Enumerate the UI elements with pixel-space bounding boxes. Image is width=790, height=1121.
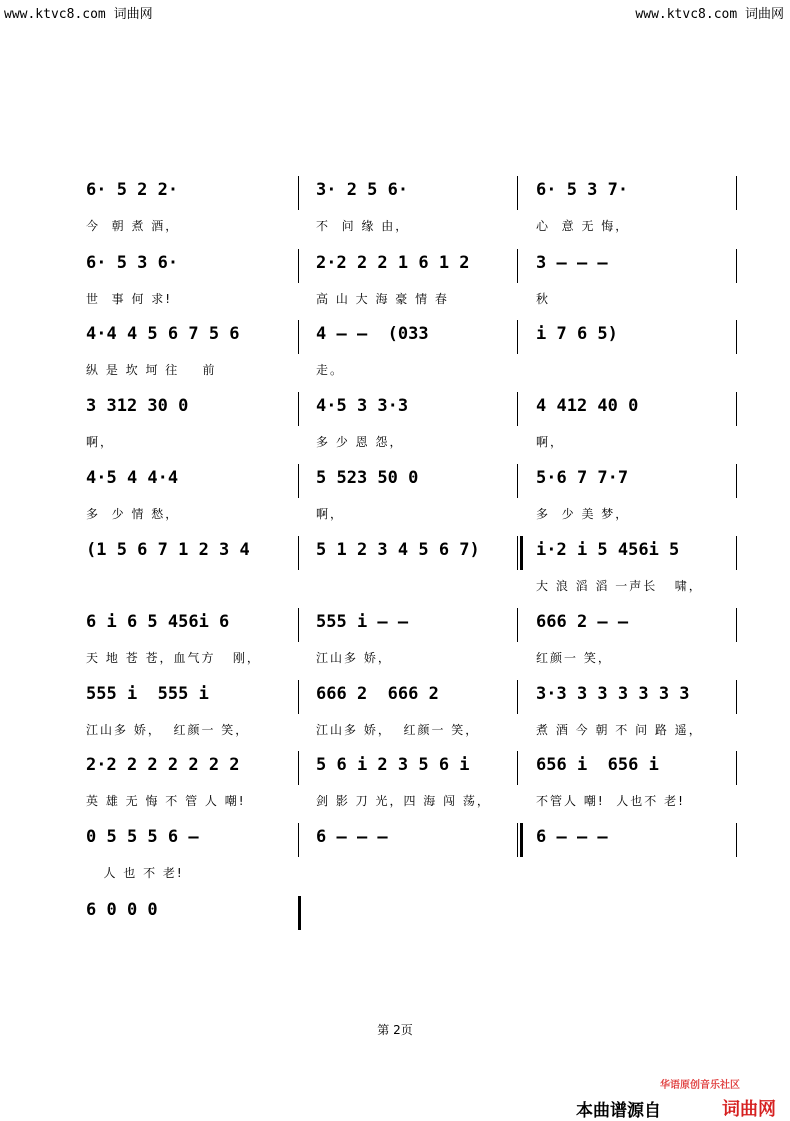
- measure-lyrics: 红颜一 笑，: [536, 651, 612, 665]
- measure-lyrics: 江山多 娇， 红颜一 笑，: [316, 723, 480, 737]
- bar-line: [298, 536, 299, 570]
- measure-notes: 5 523 50 0: [316, 468, 419, 488]
- measure-lyrics: 世 事 何 求!: [86, 292, 173, 306]
- measure-lyrics: 啊，: [86, 435, 115, 449]
- bar-line: [298, 392, 299, 426]
- measure-lyrics: 大 浪 滔 滔 一声长 啸，: [536, 579, 703, 593]
- measure-notes: 3 312 30 0: [86, 396, 189, 416]
- bar-line: [736, 320, 737, 354]
- measure-notes: 3 – – –: [536, 253, 608, 273]
- bar-line: [736, 536, 737, 570]
- measure-notes: 666 2 666 2: [316, 684, 439, 704]
- bar-line: [298, 680, 299, 714]
- repeat-start-bar: [520, 536, 523, 570]
- measure-notes: 5 6 i 2 3 5 6 i: [316, 755, 470, 775]
- measure-lyrics: 啊，: [536, 435, 565, 449]
- bar-line: [736, 464, 737, 498]
- measure-lyrics: 剑 影 刀 光，四 海 闯 荡，: [316, 794, 491, 808]
- measure-notes: 6· 5 3 7·: [536, 180, 629, 200]
- measure-lyrics: 今 朝 煮 酒，: [86, 219, 180, 233]
- bar-line: [298, 751, 299, 785]
- measure-notes: 4 412 40 0: [536, 396, 639, 416]
- bar-line: [517, 680, 518, 714]
- bar-line: [517, 320, 518, 354]
- measure-lyrics: 多 少 美 梦，: [536, 507, 630, 521]
- measure-lyrics: 啊，: [316, 507, 345, 521]
- measure-lyrics: 走。: [316, 363, 345, 377]
- bar-line: [298, 823, 299, 857]
- bar-line: [736, 176, 737, 210]
- bar-line: [517, 464, 518, 498]
- measure-notes: 6 – – –: [316, 827, 388, 847]
- measure-lyrics: 人 也 不 老!: [86, 866, 184, 880]
- bar-line: [736, 823, 737, 857]
- bar-line: [517, 176, 518, 210]
- brand-logo: 词曲网: [722, 1099, 776, 1120]
- bar-line: [298, 176, 299, 210]
- measure-notes: 0 5 5 5 6 –: [86, 827, 199, 847]
- measure-notes: 555 i 555 i: [86, 684, 209, 704]
- bar-line: [736, 608, 737, 642]
- header-site-left: www.ktvc8.com 词曲网: [4, 7, 153, 22]
- measure-notes: 666 2 – –: [536, 612, 629, 632]
- measure-lyrics: 不 问 缘 由，: [316, 219, 410, 233]
- bar-line: [517, 751, 518, 785]
- measure-notes: 4·4 4 5 6 7 5 6: [86, 324, 240, 344]
- measure-notes: 6· 5 3 6·: [86, 253, 179, 273]
- bar-line: [517, 536, 518, 570]
- measure-notes: 4·5 4 4·4: [86, 468, 179, 488]
- bar-line: [736, 392, 737, 426]
- measure-lyrics: 多 少 恩 怨，: [316, 435, 404, 449]
- measure-notes: 6· 5 2 2·: [86, 180, 179, 200]
- final-bar: [298, 896, 301, 930]
- measure-notes: 555 i – –: [316, 612, 409, 632]
- measure-lyrics: 多 少 情 愁，: [86, 507, 180, 521]
- source-label: 本曲谱源自: [576, 1101, 661, 1121]
- bar-line: [298, 464, 299, 498]
- repeat-end-bar: [520, 823, 523, 857]
- header-site-right: www.ktvc8.com 词曲网: [635, 7, 784, 22]
- bar-line: [736, 751, 737, 785]
- measure-notes: i·2 i 5 456i 5: [536, 540, 680, 560]
- measure-lyrics: 秋: [536, 292, 551, 306]
- measure-lyrics: 纵 是 坎 坷 往 前: [86, 363, 217, 377]
- measure-lyrics: 煮 酒 今 朝 不 问 路 遥，: [536, 723, 703, 737]
- measure-notes: 2·2 2 2 1 6 1 2: [316, 253, 470, 273]
- bar-line: [517, 823, 518, 857]
- measure-notes: 4 – – (033: [316, 324, 429, 344]
- bar-line: [517, 608, 518, 642]
- measure-lyrics: 天 地 苍 苍，血气方 刚，: [86, 651, 261, 665]
- measure-notes: (1 5 6 7 1 2 3 4: [86, 540, 250, 560]
- measure-notes: 6 0 0 0: [86, 900, 158, 920]
- bar-line: [298, 608, 299, 642]
- measure-notes: 6 – – –: [536, 827, 608, 847]
- bar-line: [736, 680, 737, 714]
- measure-notes: 3·3 3 3 3 3 3 3: [536, 684, 690, 704]
- measure-notes: 656 i 656 i: [536, 755, 659, 775]
- measure-notes: 4·5 3 3·3: [316, 396, 409, 416]
- bar-line: [298, 249, 299, 283]
- bar-line: [517, 249, 518, 283]
- measure-lyrics: 江山多 娇， 红颜一 笑，: [86, 723, 250, 737]
- page-number: 第 2页: [377, 1023, 413, 1037]
- measure-notes: i 7 6 5): [536, 324, 618, 344]
- measure-notes: 3· 2 5 6·: [316, 180, 409, 200]
- measure-lyrics: 心 意 无 悔，: [536, 219, 630, 233]
- measure-lyrics: 英 雄 无 悔 不 管 人 嘲!: [86, 794, 246, 808]
- measure-notes: 2·2 2 2 2 2 2 2: [86, 755, 240, 775]
- measure-notes: 5·6 7 7·7: [536, 468, 629, 488]
- measure-lyrics: 不管人 嘲! 人也不 老!: [536, 794, 685, 808]
- measure-lyrics: 高 山 大 海 豪 情 春: [316, 292, 449, 306]
- measure-notes: 6 i 6 5 456i 6: [86, 612, 230, 632]
- bar-line: [736, 249, 737, 283]
- measure-lyrics: 江山多 娇，: [316, 651, 392, 665]
- watermark-text: 华语原创音乐社区: [660, 1080, 740, 1091]
- bar-line: [517, 392, 518, 426]
- measure-notes: 5 1 2 3 4 5 6 7): [316, 540, 480, 560]
- bar-line: [298, 320, 299, 354]
